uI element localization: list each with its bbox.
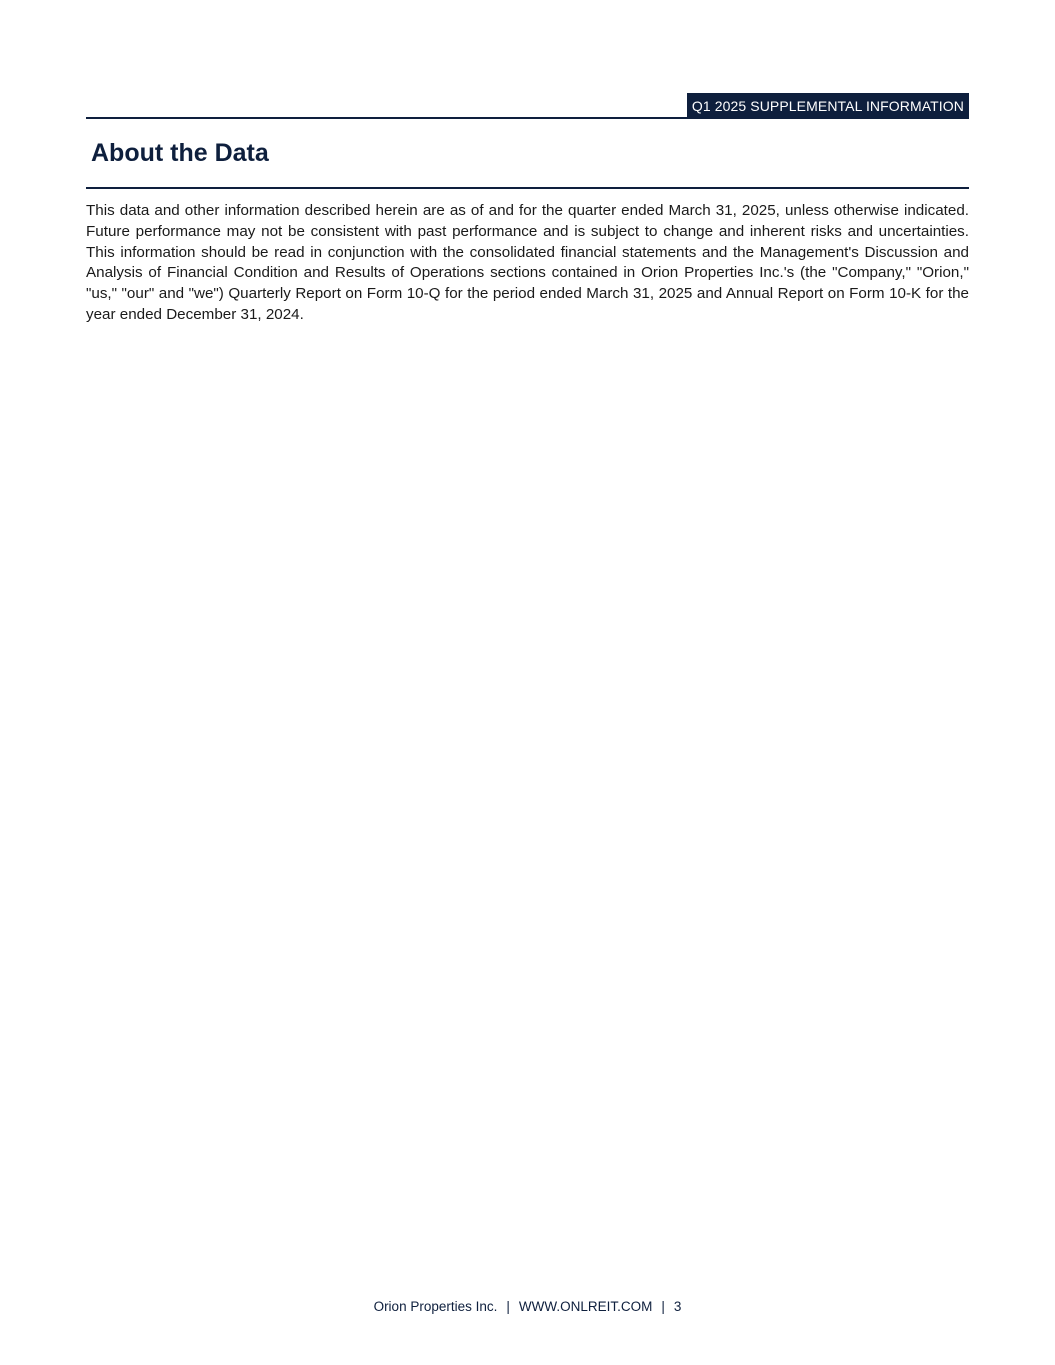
footer-website-link[interactable]: WWW.ONLREIT.COM (518, 1299, 653, 1314)
page-footer (0, 1299, 1055, 1314)
footer-separator: | (661, 1299, 665, 1314)
page-title: About the Data (91, 139, 269, 167)
footer-separator: | (506, 1299, 510, 1314)
page-header (86, 93, 969, 119)
footer-company: Orion Properties Inc. (373, 1299, 498, 1314)
body-paragraph: This data and other information described herein are as of and for the quarter ended March 31, 2025, unless otherwise indicated. Future performance may not be consistent with past performance and is subject to change and inherent risks and uncertainties. This information should be read in conjunction with the consolidated financial statements and the Management's Discussion and Analysis of Financial Condition and Results of Operations sections contained in Orion Properties Inc.'s (the "Company," "Orion," "us," "our" and "we") Quarterly Report on Form 10-Q for the period ended March 31, 2025 and Annual Report on Form 10-K for the year ended December 31, 2024. (86, 202, 969, 323)
header-tag: Q1 2025 SUPPLEMENTAL INFORMATION (687, 93, 969, 119)
footer-page-number: 3 (673, 1299, 682, 1314)
title-divider (86, 187, 969, 189)
